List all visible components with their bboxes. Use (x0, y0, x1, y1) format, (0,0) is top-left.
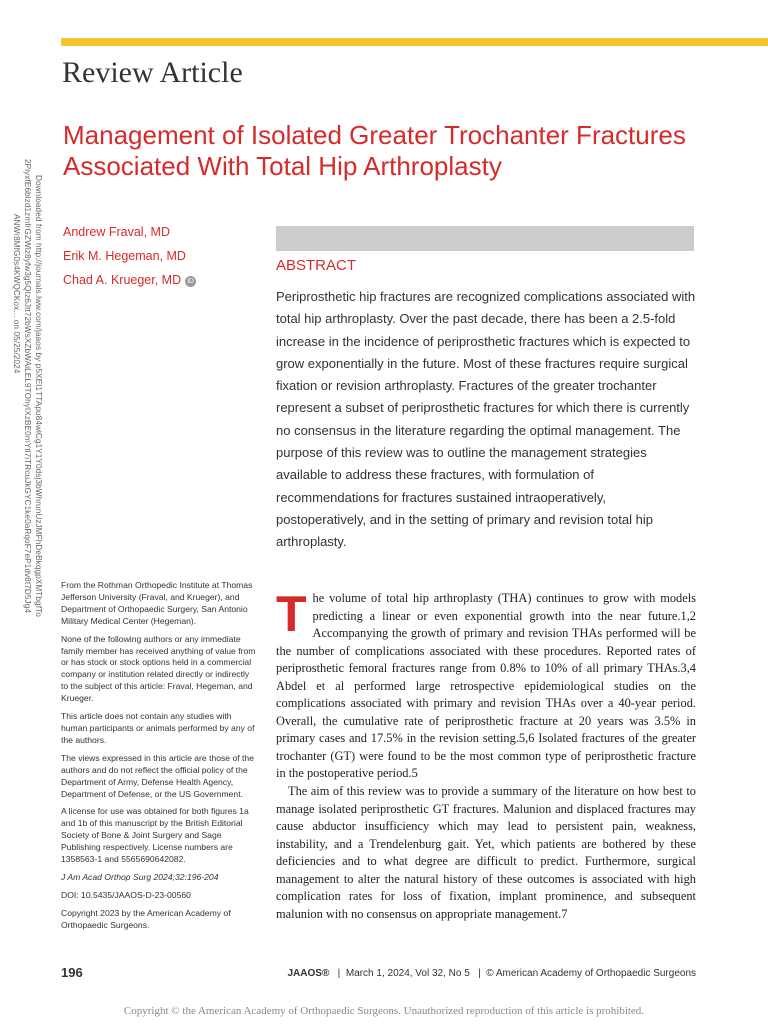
affiliation-note: From the Rothman Orthopedic Institute at Thomas Jefferson University (Fraval, and Krueger), and Department of Orthopaedic Surgery, San Antonio Military Medical Center (Hegeman). (61, 580, 253, 626)
publisher-info: © American Academy of Orthopaedic Surgeons (486, 968, 696, 979)
body-paragraph-2: The aim of this review was to provide a summary of the literature on how best to manage isolated periprosthetic GT fractures. Malunion and displaced fractures may cause abductor insufficiency which may lead to persistent pain, weakness, instability, and a Trendelenburg gait. Yet, which patients are bothered by these deficiencies and to what degree are difficult to predict. Furthermore, surgical management to alter the natural history of these outcomes is associated with high complication rates for loss of fixation, implant prominence, and subsequent malunion with no consensus on appropriate management.7 (276, 784, 696, 921)
author-notes (61, 580, 256, 938)
copyright-note: Copyright 2023 by the American Academy of Orthopaedic Surgeons. (61, 907, 231, 930)
article-title: Management of Isolated Greater Trochanter Fractures Associated With Total Hip Arthroplasty (63, 120, 686, 181)
download-watermark-line-1: Downloaded from http://journals.lww.com/jaaos by p5XEI1TTApu84wlCg1Y1Y0dsj3bWhrunUzJMFhDeBkqgpXMTbgfTo (34, 175, 43, 617)
body-paragraph-1: The volume of total hip arthroplasty (THA) continues to grow with models predicting a linear or even exponential growth into the near future.1,2 Accompanying the growth of primary and revision THAs performed will be the number of complications associated with these procedures. Reported rates of periprosthetic femoral fractures range from 0.8% to 10% of all primary THAs.3,4 Abdel et al performed large retrospective epidemiological studies on the complications associated with primary and revision THAs over a 40-year period. Overall, the cumulative rate of periprosthetic fracture at 20 years was 3.5% in primary cases and 17.5% in the revision setting.5,6 Isolated fractures of the greater trochanter (GT) were found to be the most common type of periprosthetic fracture in the postoperative period.5 (276, 586, 696, 781)
abstract-heading: ABSTRACT (276, 257, 357, 274)
disclaimer-note: The views expressed in this article are those of the authors and do not reflect the official policy of the Department of Army, Defense Health Agency, Department of Defense, or the US Government. (61, 752, 254, 799)
page-footer (61, 965, 696, 983)
author-name[interactable]: Andrew Fraval, MD (63, 225, 170, 239)
abstract-text: Periprosthetic hip fractures are recognized complications associated with total hip arthroplasty. Over the past decade, there has been a 2.5-fold increase in the incidence of periprosthetic fractures which is expected to grow exponentially in the future. Most of these fractures require surgical fixation or revision arthroplasty. Fractures of the greater trochanter represent a subset of periprosthetic fractures for which there is currently no consensus in the literature regarding the optimal management. The purpose of this review was to outline the management strategies available to address these fractures, with formulation of recommendations for fractures sustained intraoperatively, postoperatively, and in the setting of primary and revision total hip arthroplasty. (276, 289, 696, 550)
citation: J Am Acad Orthop Surg 2024;32:196-204 (61, 871, 219, 882)
top-accent-bar (61, 38, 768, 46)
disclosure-note: None of the following authors or any immediate family member has received anything of value from or has stock or stock options held in a commercial company or institution related directly or indirectly to the subject of this article: Fraval, Hegeman, and Krueger. (61, 633, 256, 704)
page-number: 196 (61, 965, 83, 980)
author-name[interactable]: Erik M. Hegeman, MD (63, 249, 186, 263)
download-watermark-line-3: ANWr8MfG0s4KWQCKox... on 05/25/2024 (12, 214, 21, 374)
doi[interactable]: DOI: 10.5435/JAAOS-D-23-00560 (61, 889, 191, 900)
drop-cap: T (276, 586, 307, 642)
download-watermark-line-2: 2PiyxfE6blzd1zmfrGZWlz8yfw3g5QIz6Jtt72bWsXZbWAiLEL9TOhyIXzBE0mYtl7iTRcuJkGYC1ke0aRqoF7eP1dv8t7D5Jg4 (23, 159, 32, 614)
article-body (276, 586, 696, 923)
section-label: Review Article (62, 56, 243, 89)
journal-name[interactable]: JAAOS® (287, 968, 330, 979)
author-list (63, 220, 196, 292)
author-name[interactable]: Chad A. Krueger, MD iD (63, 268, 196, 292)
ethics-note: This article does not contain any studies with human participants or animals performed by any of the authors. (61, 711, 255, 745)
issue-info: March 1, 2024, Vol 32, No 5 (345, 968, 470, 979)
orcid-icon[interactable]: iD (185, 276, 196, 287)
bottom-copyright: Copyright © the American Academy of Orthopaedic Surgeons. Unauthorized reproduction of this article is prohibited. (123, 1005, 645, 1017)
abstract-header-band (276, 226, 694, 251)
journal-info: JAAOS® | March 1, 2024, Vol 32, No 5 | © American Academy of Orthopaedic Surgeons (287, 968, 696, 979)
license-note: A license for use was obtained for both figures 1a and 1b of this manuscript by the British Editorial Society of Bone & Joint Surgery and Sage Publishing respectively. License numbers are 1358563-1 and 5565690642082. (61, 806, 249, 865)
